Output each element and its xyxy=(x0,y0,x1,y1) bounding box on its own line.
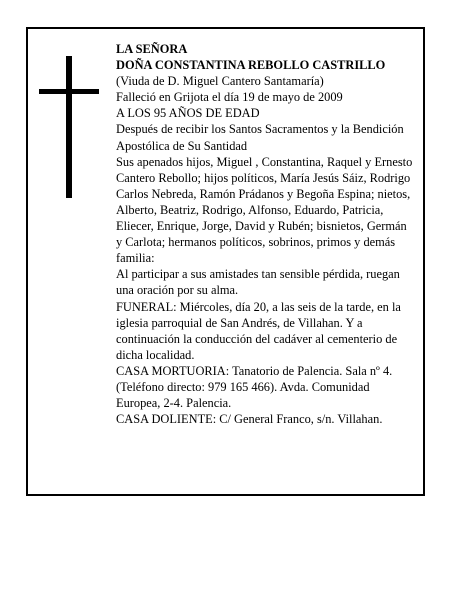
death-info: Falleció en Grijota el día 19 de mayo de 2009 xyxy=(116,90,343,105)
notice-text xyxy=(116,41,416,427)
sacraments-info: Después de recibir los Santos Sacramentos y la Bendición Apostólica de Su Santidad xyxy=(116,122,404,153)
deceased-name: DOÑA CONSTANTINA REBOLLO CASTRILLO xyxy=(116,58,386,73)
widow-of: (Viuda de D. Miguel Cantero Santamaría) xyxy=(116,74,324,89)
cross-horizontal-bar xyxy=(39,89,99,94)
funeral-info: FUNERAL: Miércoles, día 20, a las seis de la tarde, en la iglesia parroquial de San Andrés, de Villahan. Y a continuación la conducción del cadáver al cementerio de dicha localidad. xyxy=(116,299,401,362)
obituary-notice xyxy=(26,27,425,496)
notice-title: LA SEÑORA xyxy=(116,42,188,56)
family-list: Sus apenados hijos, Miguel , Constantina, Raquel y Ernesto Cantero Rebollo; hijos políticos, María Jesús Sáiz, Rodrigo Carlos Nebreda, Ramón Prádanos y Begoña Espina; nietos, Alberto, Beatriz, Rodrigo, Alfonso, Eduardo, Patricia, Eliecer, Enrique, Jorge, David y Rubén; bisnietos, Germán y Carlota; hermanos políticos, sobrinos, primos y demás familia: xyxy=(116,154,413,266)
age-info: A LOS 95 AÑOS DE EDAD xyxy=(116,106,260,121)
prayer-request: Al participar a sus amistades tan sensible pérdida, ruegan una oración por su alma. xyxy=(116,267,400,298)
mortuary-info: CASA MORTUORIA: Tanatorio de Palencia. Sala nº 4. (Teléfono directo: 979 165 466). Avda. Comunidad Europea, 2-4. Palencia. xyxy=(116,363,393,411)
cross-vertical-bar xyxy=(66,56,72,198)
mourning-house-info: CASA DOLIENTE: C/ General Franco, s/n. Villahan. xyxy=(116,412,383,427)
cross-icon xyxy=(39,56,99,198)
